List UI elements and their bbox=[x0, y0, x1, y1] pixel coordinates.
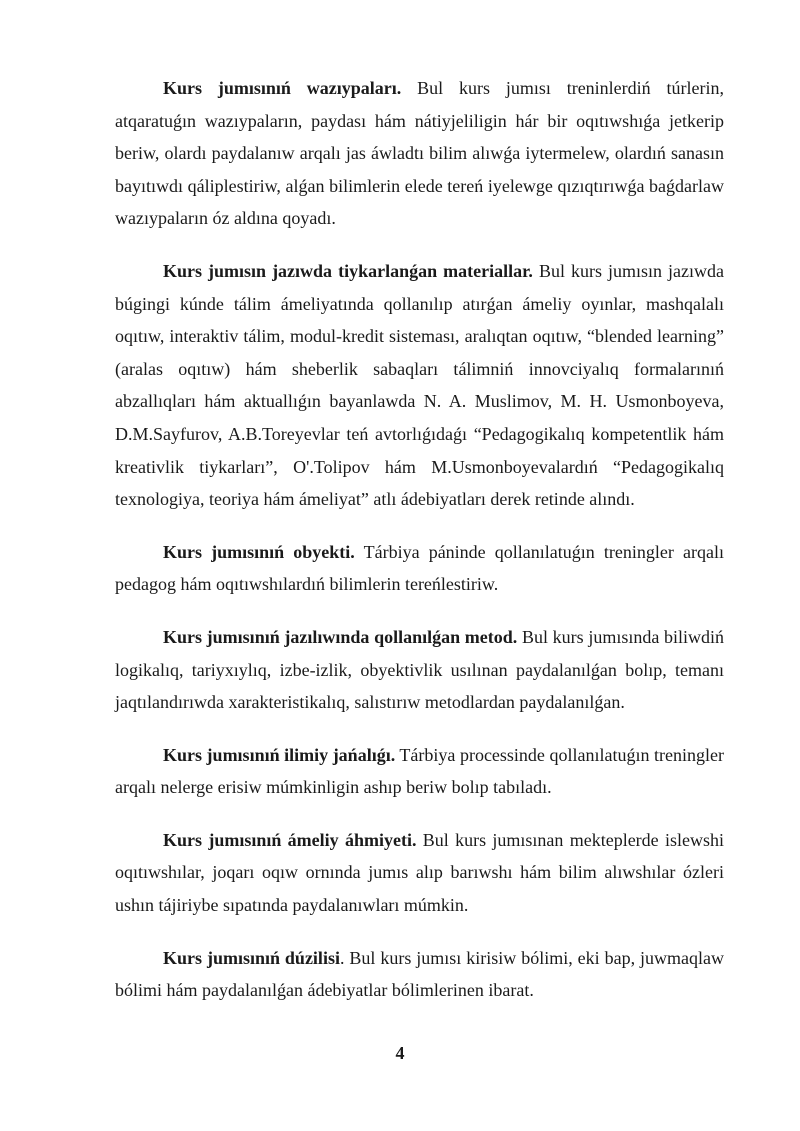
paragraph-tasks bbox=[115, 72, 724, 235]
paragraph-practical-significance bbox=[115, 824, 724, 922]
page-number: 4 bbox=[395, 1043, 405, 1063]
paragraph-materials bbox=[115, 255, 724, 516]
paragraph-text: Bul kurs jumısın jazıwda búgingi kúnde tálim ámeliyatında qollanılıp atırǵan ámeliy oyınlar, mashqalalı oqıtıw, interaktiv tálim, modul-kredit sisteması, aralıqtan oqıtıw, “blended learning” (aralas oqıtıw) hám sheberlik sabaqları tálimniń innovciyalıq formalarınıń abzallıqları hám aktuallıǵın bayanlawda N. A. Muslimov, M. H. Usmonboyeva, D.M.Sayfurov, A.B.Toreyevlar teń avtorlıǵıdaǵı “Pedagogikalıq kompetentlik hám kreativlik tiykarları”, O'.Tolipov hám M.Usmonboyevalardıń “Pedagogikalıq texnologiya, teoriya hám ámeliyat” atlı ádebiyatları derek retinde alındı. bbox=[115, 260, 725, 510]
paragraph-heading: Kurs jumısınıń obyekti. bbox=[163, 541, 355, 562]
paragraph-text: Bul kurs jumısı treninlerdiń túrlerin, atqaratuǵın wazıypaların, paydası hám nátiyjeliligin hár bir oqıtıwshıǵa jetkerip beriw, olardı paydalanıw arqalı jas áwladtı bilim alıwǵa iytermelew, olardıń sanasın bayıtıwdı qáliplestiriw, alǵan bilimlerin elede tereń iyelewge qızıqtırıwǵa baǵdarlaw wazıypaların óz aldına qoyadı. bbox=[115, 78, 725, 229]
paragraph-text: . Bul kurs jumısı kirisiw bólimi, eki bap, juwmaqlaw bólimi hám paydalanılǵan ádebiyatlar bólimlerinen ibarat. bbox=[115, 947, 724, 1001]
paragraph-heading: Kurs jumısınıń dúzilisi bbox=[163, 947, 340, 968]
paragraph-text: Tárbiya processinde qollanılatuǵın treningler arqalı nelerge erisiw múmkinligin ashıp beriw bolıp tabıladı. bbox=[115, 744, 724, 798]
document-page bbox=[115, 72, 724, 1027]
paragraph-heading: Kurs jumısınıń ilimiy jańalıǵı. bbox=[163, 744, 396, 765]
paragraph-method bbox=[115, 621, 724, 719]
paragraph-object bbox=[115, 536, 724, 601]
paragraph-structure bbox=[115, 942, 724, 1007]
paragraph-novelty bbox=[115, 739, 724, 804]
paragraph-text: Bul kurs jumısında biliwdiń logikalıq, tariyxıylıq, izbe-izlik, obyektivlik usılınan paydalanılǵan bolıp, temanı jaqtılandırıwda xarakteristikalıq, salıstırıw metodlardan paydalanılǵan. bbox=[115, 626, 724, 713]
paragraph-heading: Kurs jumısın jazıwda tiykarlanǵan materiallar. bbox=[163, 260, 533, 281]
paragraph-text: Bul kurs jumısınan mekteplerde islewshi oqıtıwshılar, joqarı oqıw ornında jumıs alıp barıwshı hám bilim alıwshılar ózleri ushın tájiriybe sıpatında paydalanıwları múmkin. bbox=[115, 829, 724, 916]
paragraph-heading: Kurs jumısınıń jazılıwında qollanılǵan metod. bbox=[163, 626, 518, 647]
paragraph-text: Tárbiya páninde qollanılatuǵın treningler arqalı pedagog hám oqıtıwshılardıń bilimlerin tereńlestiriw. bbox=[115, 541, 724, 595]
paragraph-heading: Kurs jumısınıń wazıypaları. bbox=[163, 78, 402, 98]
paragraph-heading: Kurs jumısınıń ámeliy áhmiyeti. bbox=[163, 829, 417, 850]
